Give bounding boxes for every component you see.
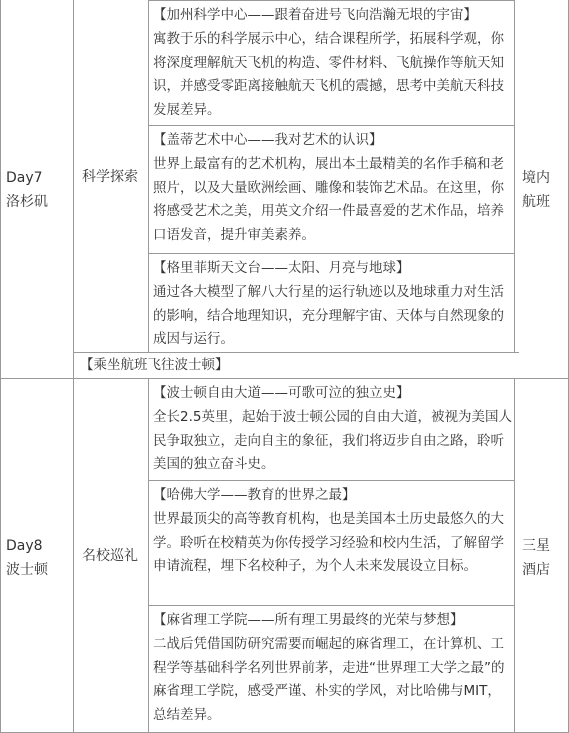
item-title: 【麻省理工学院——所有理工男最终的光荣与梦想】 xyxy=(153,612,464,628)
transport-label: 三星酒店 xyxy=(522,538,550,578)
transfer-note: 【乘坐航班飞往波士顿】 xyxy=(80,357,229,373)
col-divider xyxy=(0,0,1,733)
category-label: 科学探索 xyxy=(82,169,138,185)
row-divider xyxy=(0,378,569,379)
item-description: 寓教于乐的科学展示中心，结合课程所学，拓展科学观，你将深度理解航天飞机的构造、零件材料、飞航操作等航天知识，并感受零距离接触航天飞机的震撼，思考中美航天科技发展差异。 xyxy=(153,31,504,118)
item-title: 【格里菲斯天文台——太阳、月亮与地球】 xyxy=(153,260,410,276)
col-divider xyxy=(73,0,74,733)
row-divider xyxy=(148,480,514,481)
category-label: 名校巡礼 xyxy=(82,548,138,564)
row-divider xyxy=(148,0,514,1)
col-divider xyxy=(148,378,149,733)
item-description: 通过各大模型了解八大行星的运行轨迹以及地球重力对生活的影响，结合地理知识，充分理解宇宙、天体与自然现象的成因与运行。 xyxy=(153,284,504,347)
col-divider xyxy=(148,0,149,352)
row-divider xyxy=(148,605,514,606)
row-divider xyxy=(148,253,514,254)
item-description: 世界最顶尖的高等教育机构，也是美国本土历史最悠久的大学。聆听在校精英为你传授学习经验和校内生活，了解留学申请流程，埋下名校种子，为个人未来发展设立目标。 xyxy=(153,511,504,574)
item-description: 世界上最富有的艺术机构，展出本土最精美的名作手稿和老照片，以及大量欧洲绘画、雕像和装饰艺术品。在这里，你将感受艺术之美，用英文介绍一件最喜爱的艺术作品，培养口语发音，提升审美素养。 xyxy=(153,156,504,243)
item-title: 【盖蒂艺术中心——我对艺术的认识】 xyxy=(153,132,383,148)
day-label: Day8 xyxy=(6,538,43,554)
city-label: 波士顿 xyxy=(6,562,48,578)
item-title: 【加州科学中心——跟着奋进号飞向浩瀚无垠的宇宙】 xyxy=(153,7,477,23)
row-divider xyxy=(148,125,514,126)
item-title: 【波士顿自由大道——可歌可泣的独立史】 xyxy=(153,385,410,401)
row-divider xyxy=(73,352,519,353)
city-label: 洛杉矶 xyxy=(6,194,48,210)
col-divider xyxy=(514,378,515,733)
item-title: 【哈佛大学——教育的世界之最】 xyxy=(153,487,356,503)
col-divider xyxy=(514,0,515,352)
transport-label: 境内航班 xyxy=(522,170,550,210)
item-description: 二战后凭借国防研究需要而崛起的麻省理工，在计算机、工程学等基础科学名列世界前茅，走进“世界理工大学之最”的麻省理工学院，感受严谨、朴实的学风，对比哈佛与MIT，总结差异。 xyxy=(153,636,505,723)
item-description: 全长2.5英里，起始于波士顿公园的自由大道，被视为美国人民争取独立，走向自主的象征，我们将迈步自由之路，聆听美国的独立奋斗史。 xyxy=(153,409,512,472)
day-label: Day7 xyxy=(6,170,43,186)
